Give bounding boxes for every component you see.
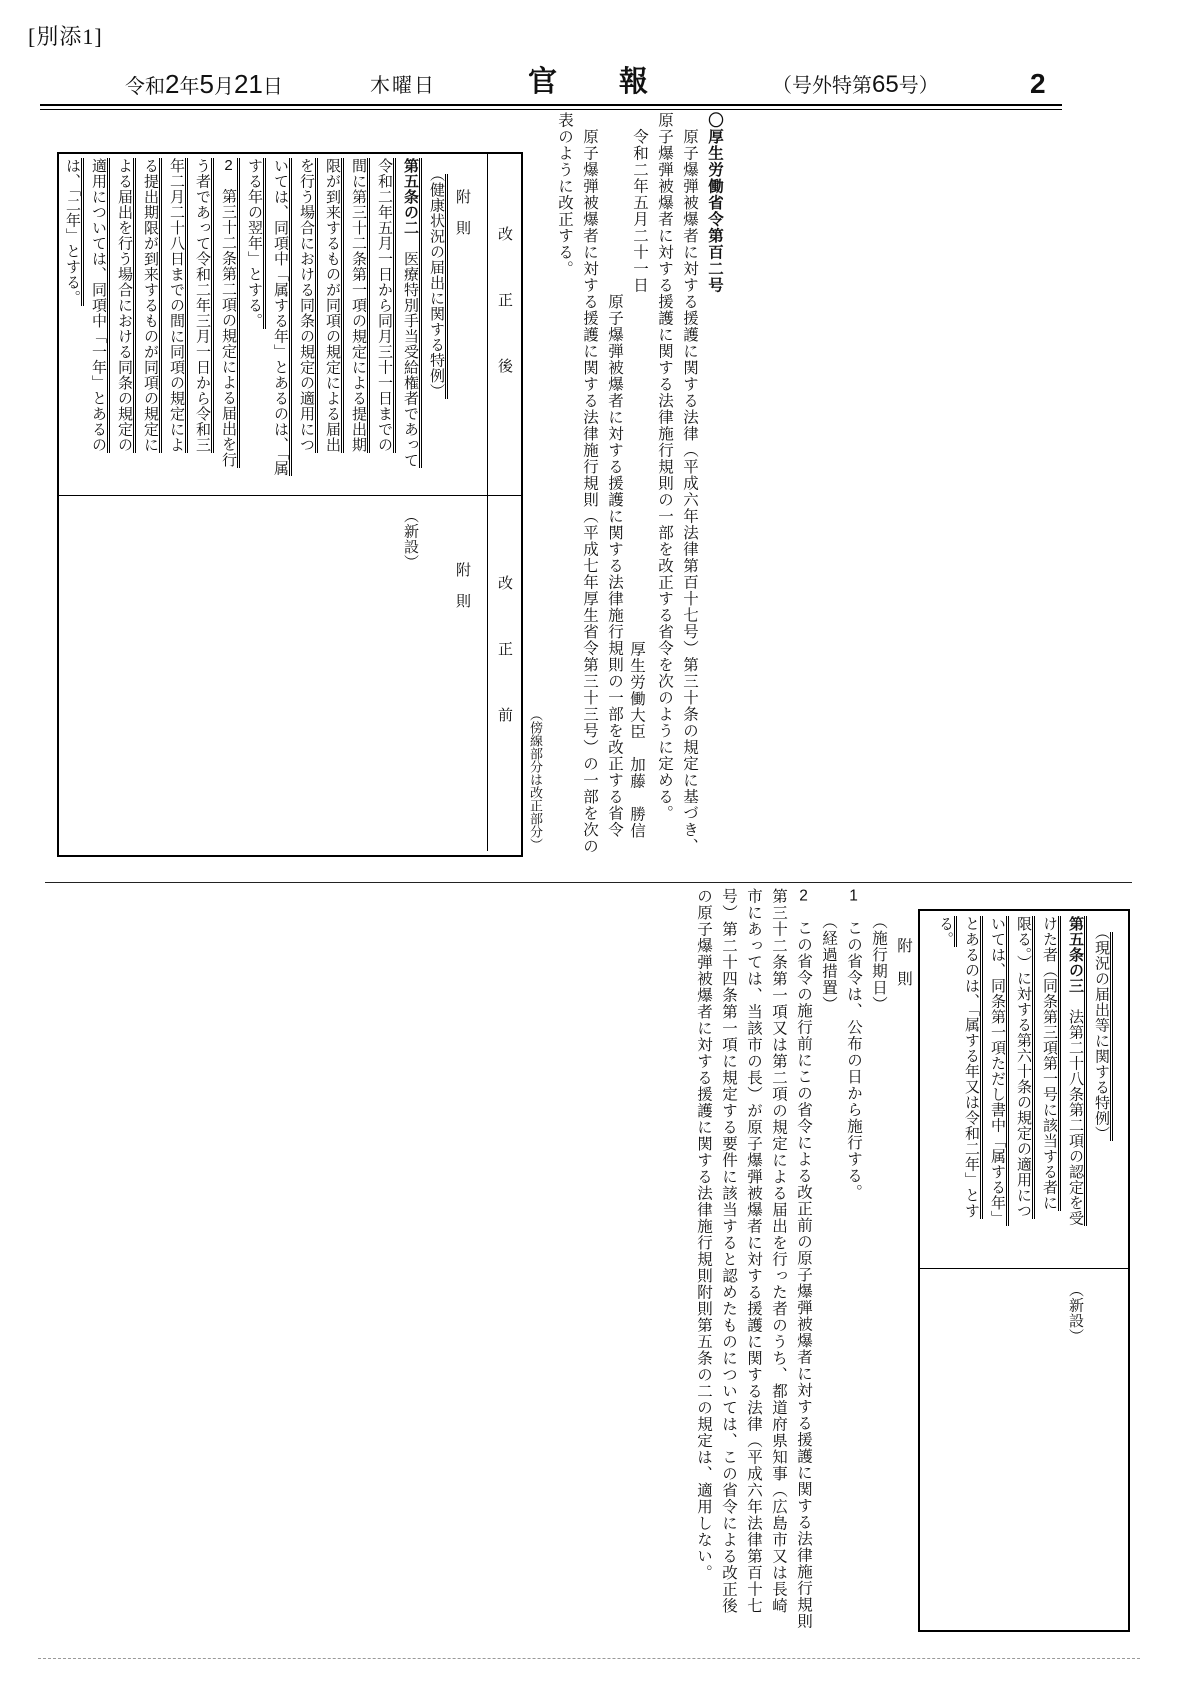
supplementary-line: （経過措置） — [820, 888, 837, 1013]
table-line — [1088, 1274, 1114, 1624]
masthead-date: 令和2年5月21日 — [125, 69, 283, 99]
table-line: けた者（同条第三項第一号に該当する者に — [1036, 916, 1062, 1266]
table-line: 限る。）に対する第六十条の規定の適用につ — [1010, 916, 1036, 1266]
former-row-content — [63, 500, 475, 849]
supplementary-line: 第三十二条第一項又は第二項の規定による届出を行った者のうち、都道府県知事（広島市又は長崎 — [770, 888, 787, 1614]
preamble-line: 表のように改正する。 — [556, 112, 573, 277]
table-line: よる届出を行う場合における同条の規定の — [111, 158, 137, 493]
supplementary-line: 市にあっては、当該市の長）が原子爆弾被爆者に対する援護に関する法律（平成六年法律第百十七 — [745, 888, 762, 1614]
promulgation-line: 令和二年五月二十一日 厚生労働大臣 加藤 勝信 — [627, 112, 652, 855]
masthead-page-number: 2 — [1030, 68, 1046, 99]
former-row — [59, 496, 521, 851]
amended-row-content — [924, 916, 1114, 1266]
comparison-table-1 — [57, 152, 523, 857]
table-line: 間に第三十二条第一項の規定による提出期 — [345, 158, 371, 493]
table-line: 適用については、同項中「一年」とあるの — [85, 158, 111, 493]
table-line: とあるのは、「属する年又は令和二年」とす — [958, 916, 984, 1266]
supplementary-line: （施行期日） — [870, 888, 887, 1013]
amended-row-continued — [920, 911, 1128, 1269]
table-line: る。 — [932, 916, 958, 1266]
table-line: 附 則 — [454, 500, 470, 609]
supplementary-provisions — [684, 888, 916, 1650]
table-line: る提出期限が到来するものが同項の規定に — [137, 158, 163, 493]
table-line: （健康状況の届出に関する特例） — [423, 158, 449, 493]
table-line: （新設） — [402, 500, 418, 570]
ordinance-number-line: 〇厚生労働省令第百二号 — [706, 112, 723, 294]
table-line: （新設） — [1067, 1274, 1083, 1344]
preamble-line: 原子爆弾被爆者に対する援護に関する法律施行規則（平成七年厚生省令第三十三号）の一部を次の — [581, 112, 598, 855]
page-bottom-rule — [38, 1658, 1140, 1659]
masthead-title: 官 報 — [528, 66, 649, 98]
table-line — [423, 500, 449, 849]
supplementary-line: 1 この省令は、公布の日から施行する。 — [845, 888, 862, 1201]
preamble-line: 原子爆弾被爆者に対する援護に関する法律（平成六年法律第百十七号）第三十条の規定に基づき、 — [681, 112, 698, 855]
ordinance-preamble — [517, 112, 727, 855]
table-line: 令和二年五月一日から同月三十一日までの — [371, 158, 397, 493]
table-line: を行う場合における同条の規定の適用につ — [293, 158, 319, 493]
section-divider-rule — [45, 882, 1132, 883]
former-row-content — [924, 1274, 1114, 1624]
former-row-label: 改正前 — [487, 496, 521, 851]
attachment-tag: [別添1] — [28, 24, 103, 49]
table-line: は、「二年」とする。 — [59, 158, 85, 493]
supplementary-line: 号）第二十四条第一項に規定する要件に該当すると認めたものについては、この省令による改正後 — [720, 888, 737, 1614]
supplementary-line: 2 この省令の施行前にこの省令による改正前の原子爆弾被爆者に対する援護に関する法律施行規則 — [795, 888, 812, 1630]
preamble-line: 原子爆弾被爆者に対する援護に関する法律施行規則の一部を改正する省令を次のように定める。 — [656, 112, 673, 822]
table-line: 第五条の二 医療特別手当受給権者であって — [397, 158, 423, 493]
masthead-weekday: 木曜日 — [370, 75, 436, 97]
table-line: 2 第三十二条第二項の規定による届出を行 — [215, 158, 241, 493]
table-line: いては、同項中「属する年」とあるのは、「属 — [267, 158, 293, 493]
supplementary-heading: 附 則 — [895, 888, 912, 987]
table-line: いては、同条第一項ただし書中「属する年」 — [984, 916, 1010, 1266]
masthead — [40, 60, 1062, 102]
table-line: 第五条の三 法第二十八条第二項の認定を受 — [1062, 916, 1088, 1266]
former-row-continued — [920, 1269, 1128, 1626]
table-line: う者であって令和二年三月一日から令和三 — [189, 158, 215, 493]
sideline-note: （傍線部分は改正部分） — [528, 708, 543, 851]
amended-row — [59, 154, 521, 496]
minister-signature: 厚生労働大臣 加藤 勝信 — [628, 641, 645, 839]
ordinance-title-line: 原子爆弾被爆者に対する援護に関する法律施行規則の一部を改正する省令 — [606, 112, 623, 838]
table-line: 年二月二十八日までの間に同項の規定によ — [163, 158, 189, 493]
table-line: する年の翌年」とする。 — [241, 158, 267, 493]
table-line: 限が到来するものが同項の規定による届出 — [319, 158, 345, 493]
amended-row-label: 改正後 — [487, 154, 521, 495]
supplementary-line: の原子爆弾被爆者に対する援護に関する法律施行規則附則第五条の二の規定は、適用しない。 — [695, 888, 712, 1581]
comparison-table-2 — [918, 909, 1130, 1632]
table-line: （現況の届出等に関する特例） — [1088, 916, 1114, 1266]
table-line: 附 則 — [454, 158, 470, 236]
amended-row-content — [63, 158, 475, 493]
masthead-issue-number: （号外特第65号） — [772, 71, 939, 98]
masthead-rule — [40, 104, 1062, 110]
